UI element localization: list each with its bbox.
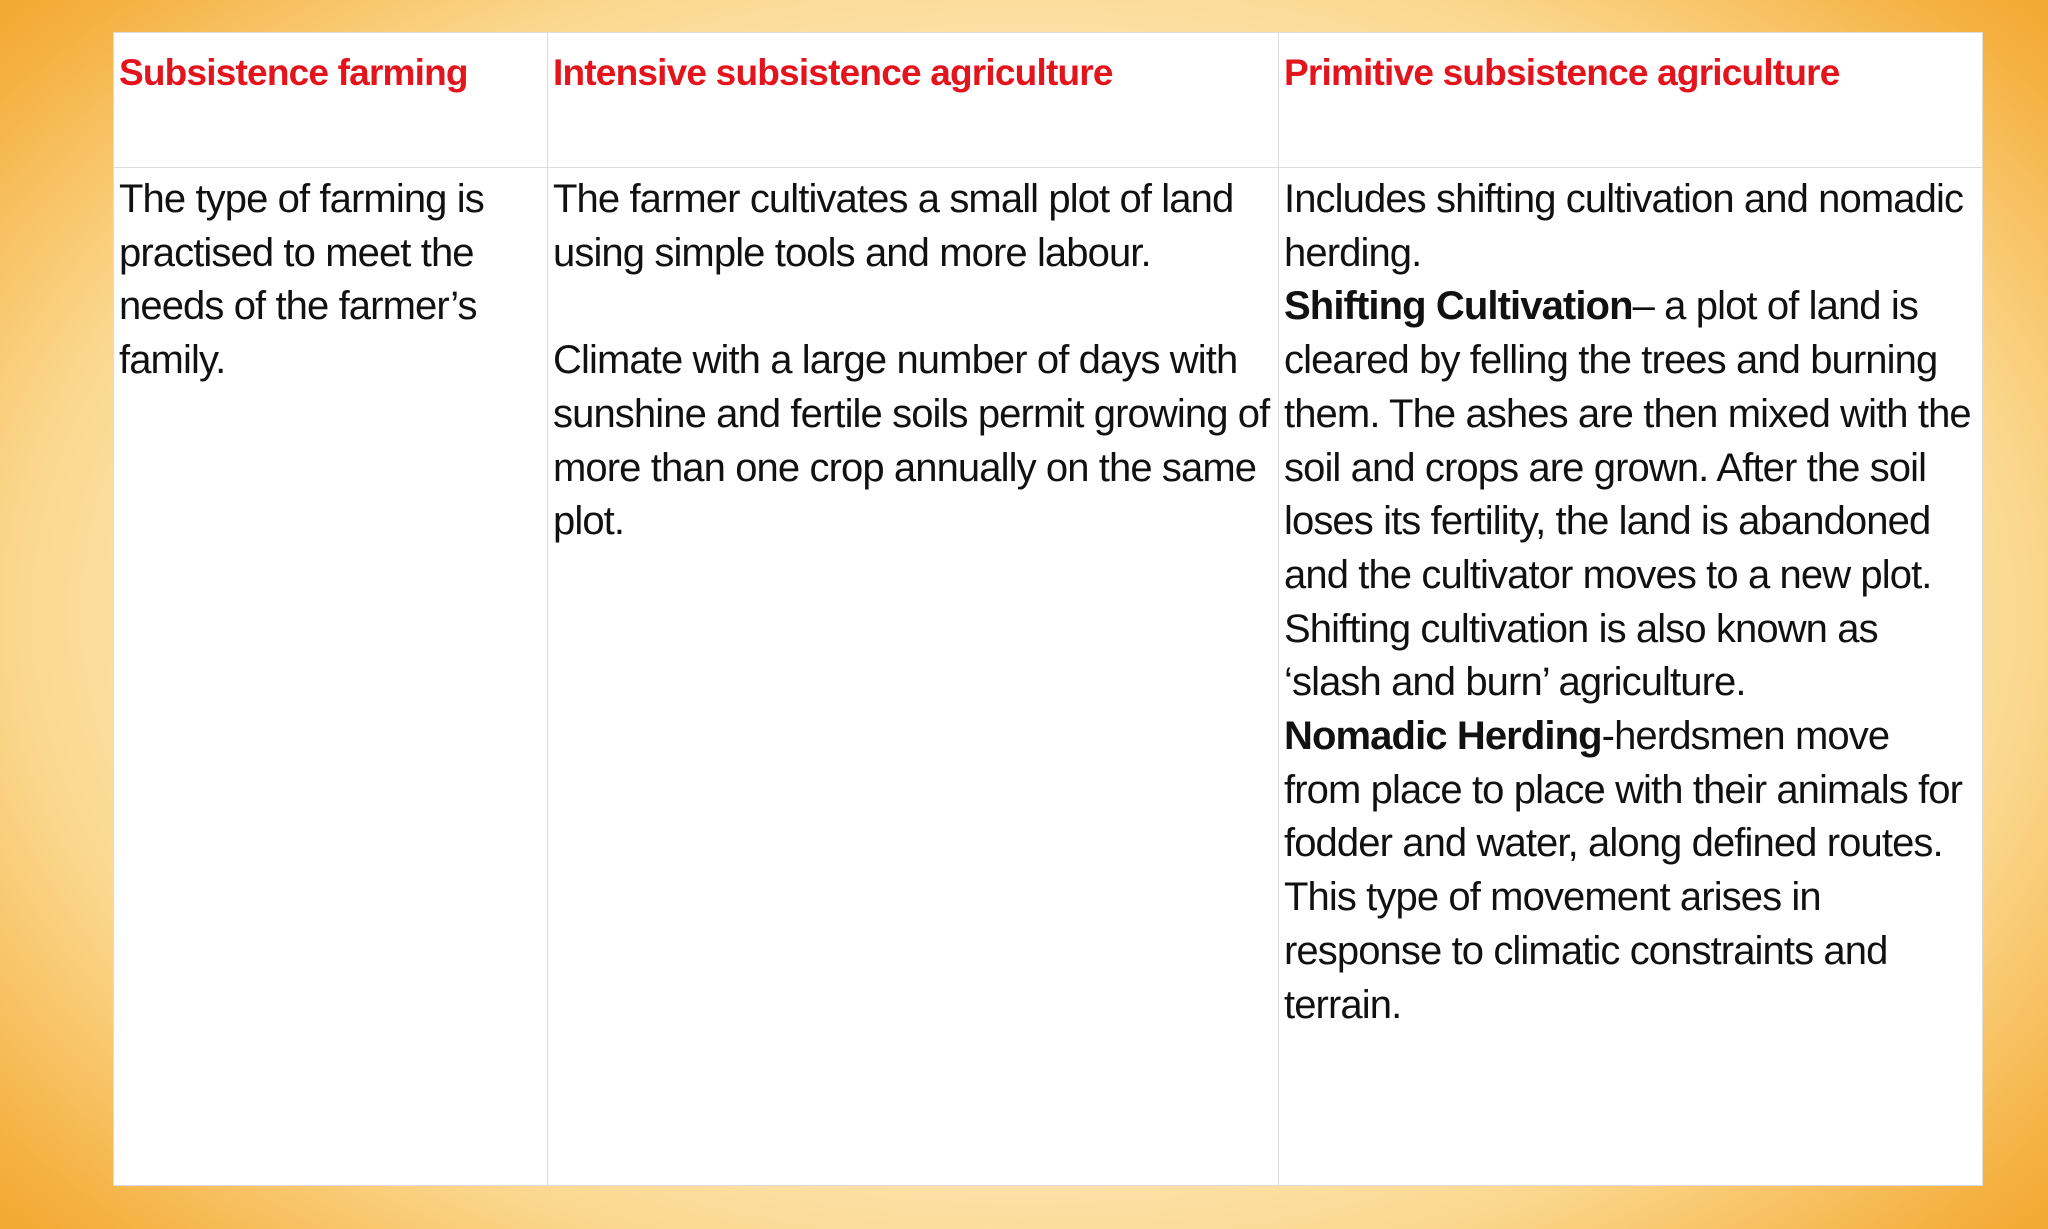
nomadic-herding-paragraph: [1284, 710, 1974, 1032]
primitive-intro: Includes shifting cultivation and nomadic herding.: [1284, 177, 1964, 275]
paragraph-spacer: [553, 280, 1270, 334]
nomadic-herding-text: -herdsmen move from place to place with their animals for fodder and water, along defined routes. This type of movement arises in response to climatic constraints and terrain.: [1284, 714, 1963, 1027]
shifting-cultivation-paragraph: [1284, 280, 1974, 710]
shifting-cultivation-term: Shifting Cultivation: [1284, 284, 1633, 329]
cell-primitive-subsistence: [1279, 168, 1983, 1186]
cell-intensive-subsistence: [548, 168, 1279, 1186]
header-intensive-subsistence: Intensive subsistence agriculture: [548, 33, 1279, 168]
shifting-cultivation-text: – a plot of land is cleared by felling the trees and burning them. The ashes are then mixed with the soil and crops are grown. After the soil loses its fertility, the land is abandoned and the cultivator moves to a new plot. Shifting cultivation is also known as ‘slash and burn’ agriculture.: [1284, 284, 1971, 705]
header-subsistence-farming: Subsistence farming: [114, 33, 548, 168]
subsistence-description: The type of farming is practised to meet the needs of the farmer’s family.: [119, 177, 484, 383]
cell-subsistence-farming: [114, 168, 548, 1186]
table-body-row: [114, 168, 1983, 1186]
nomadic-herding-term: Nomadic Herding: [1284, 714, 1602, 759]
intensive-para-1: The farmer cultivates a small plot of land using simple tools and more labour.: [553, 177, 1234, 275]
table-header-row: [114, 33, 1983, 168]
header-primitive-subsistence: Primitive subsistence agriculture: [1279, 33, 1983, 168]
intensive-para-2: Climate with a large number of days with sunshine and fertile soils permit growing of more than one crop annually on the same plot.: [553, 338, 1270, 544]
agriculture-table: [113, 32, 1983, 1186]
